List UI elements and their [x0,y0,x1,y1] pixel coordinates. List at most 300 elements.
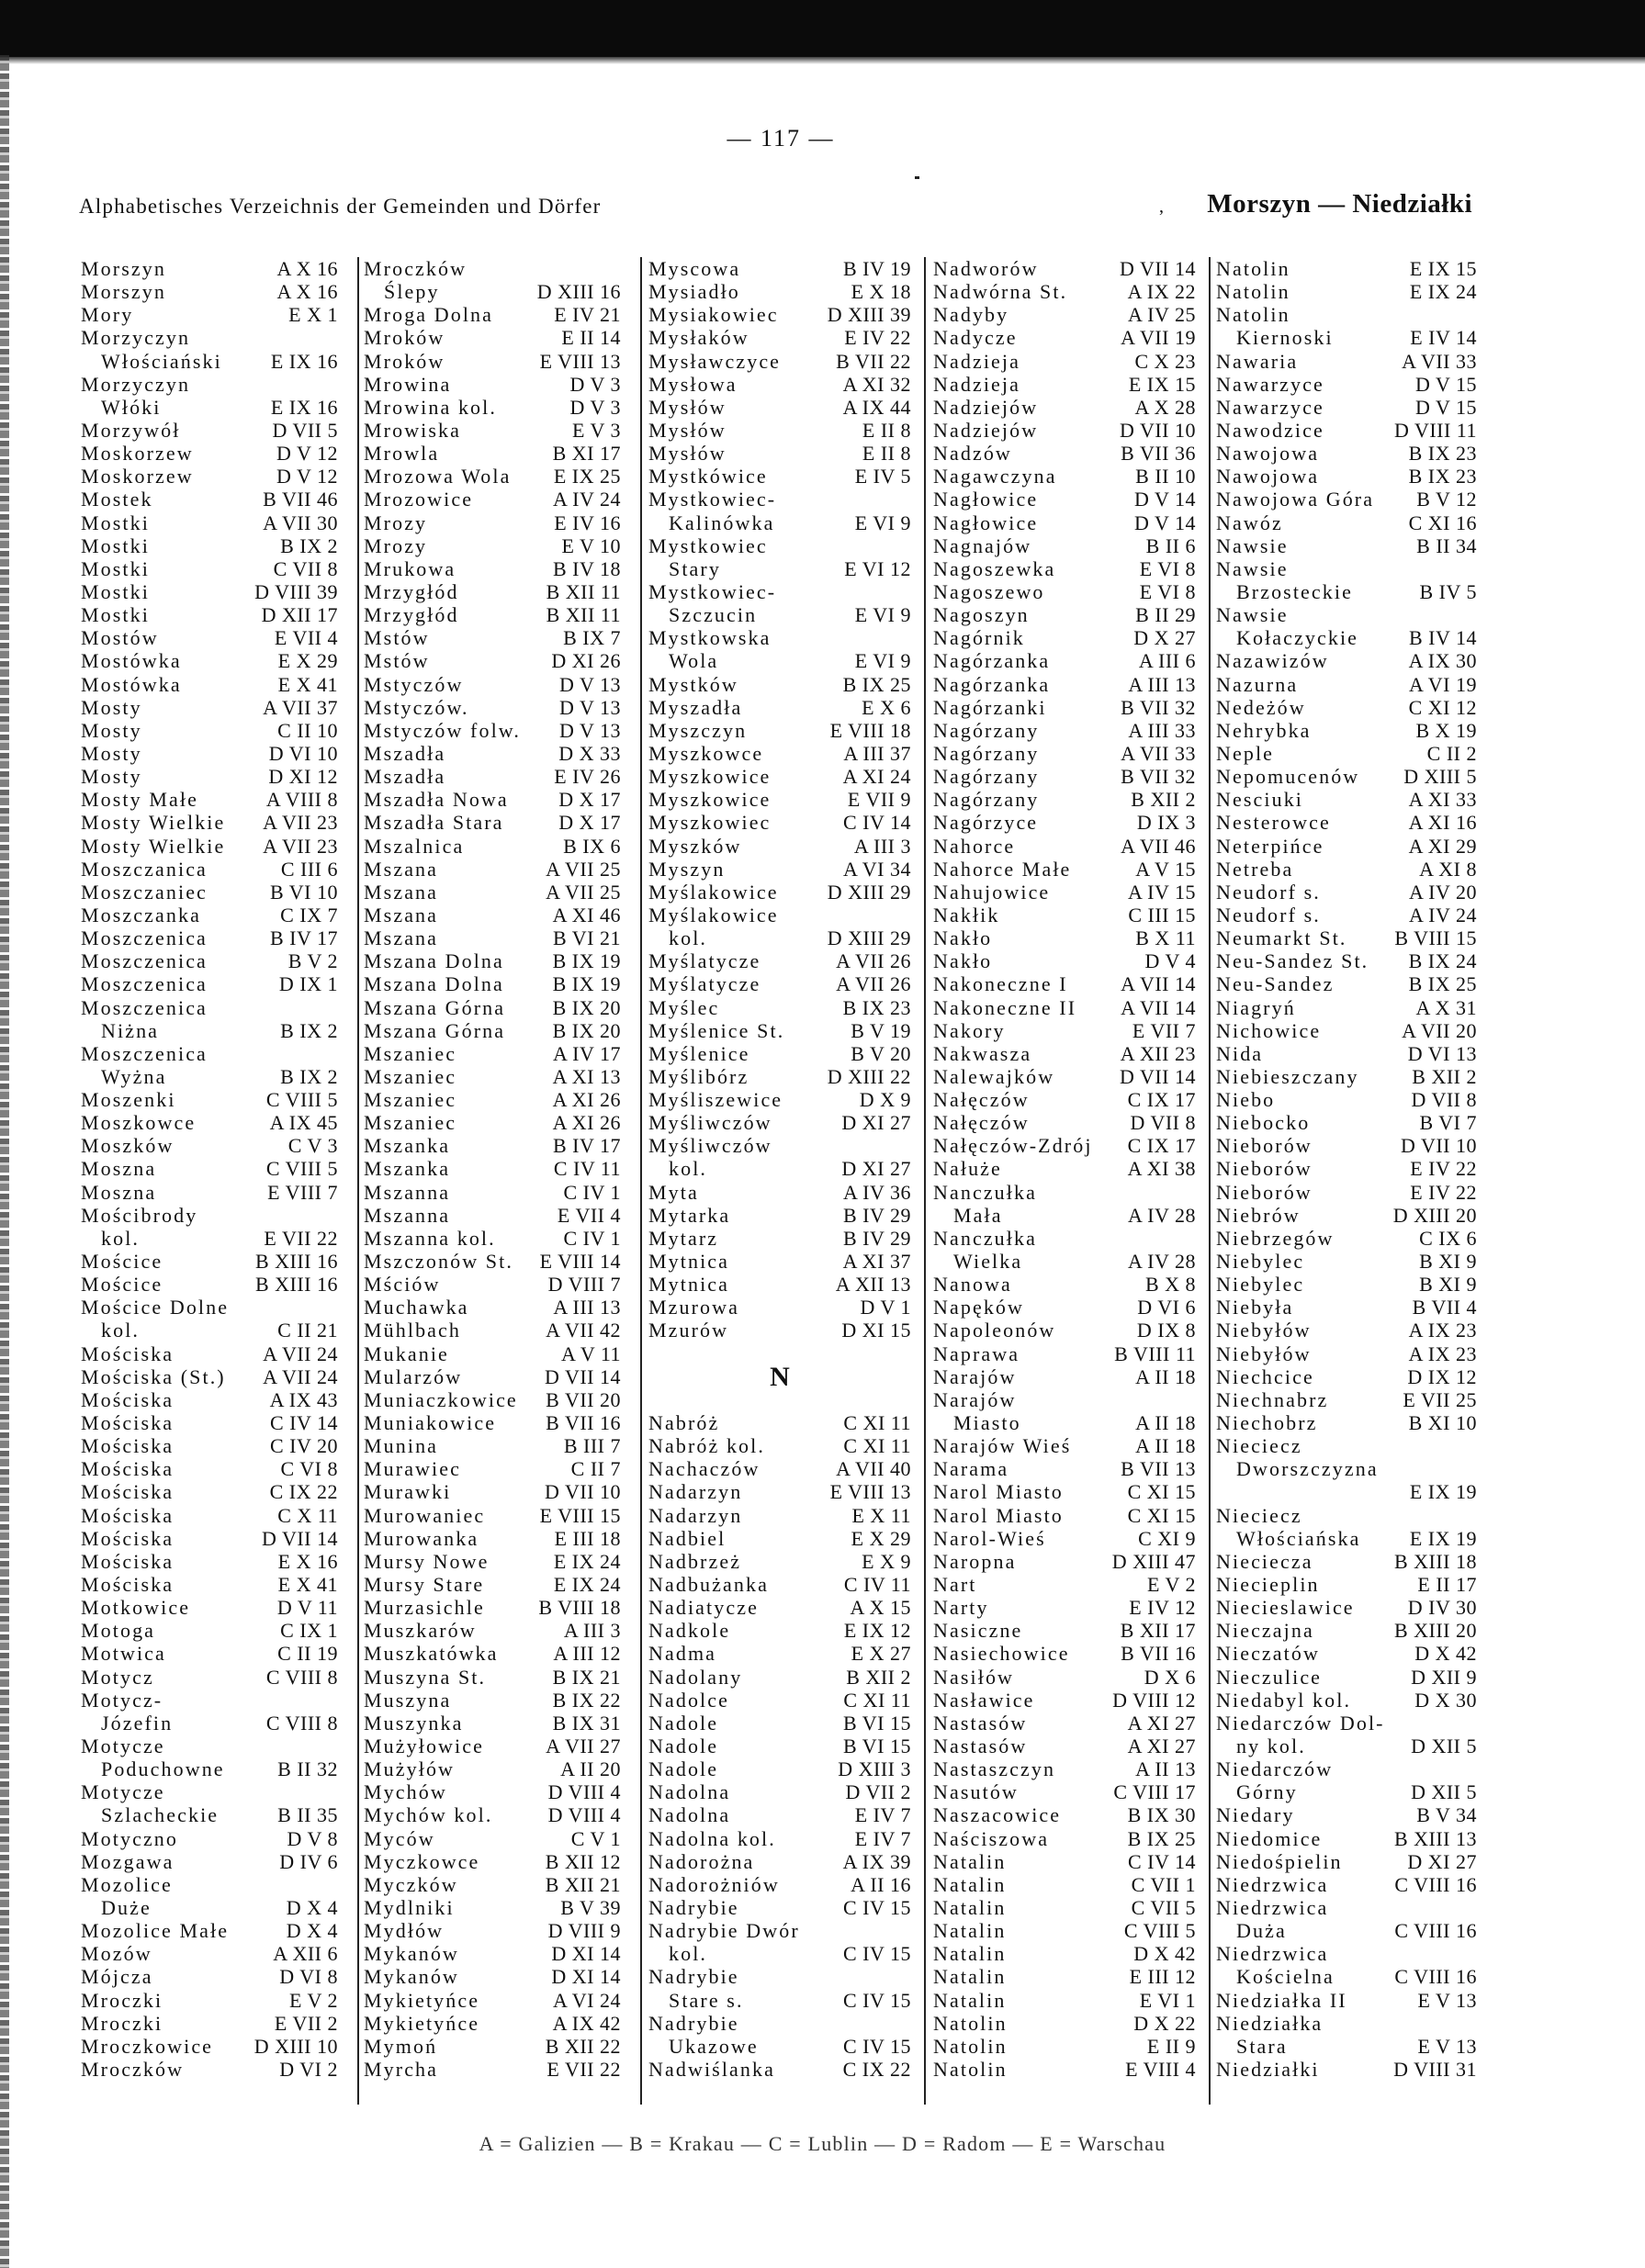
place-name: Mymoń [364,2034,438,2058]
place-name: Mszczonów St. [364,1250,513,1274]
place-name: Myszkowice [648,765,772,789]
index-entry [933,603,1196,626]
map-reference-code: D XII 17 [261,603,338,627]
map-reference-code: A III 3 [853,834,911,858]
place-name: Mużyłowice [364,1735,484,1757]
place-name: Mościska [81,1480,175,1504]
index-entry [1216,1111,1477,1134]
index-entry [81,1319,338,1342]
place-name: Mozgawa [81,1849,175,1873]
index-entry [1216,835,1477,858]
index-entry [1216,1273,1477,1296]
place-name: Myślibórz [648,1064,749,1088]
index-entry [364,1204,621,1227]
place-name: Mszana Dolna [364,972,504,996]
place-name: Mszana [364,857,439,881]
map-reference-code: A X 15 [850,1596,911,1620]
map-reference-code: D XI 14 [551,1965,621,1989]
index-entry [1216,2058,1477,2081]
place-name: Niedrzwica [1216,1872,1329,1896]
index-entry [648,1042,911,1065]
map-reference-code: B VII 4 [1412,1296,1477,1319]
index-entry [364,1850,621,1873]
index-entry [364,742,621,765]
map-reference-code: D VII 5 [272,418,338,442]
map-reference-code: D X 42 [1414,1642,1477,1666]
column-divider [640,257,642,2105]
place-name: Nasutów [933,1780,1019,1804]
place-name: Mościska [81,1411,175,1435]
place-name: Nagórzany [933,741,1040,765]
place-name: Myszczyn [648,718,748,742]
place-name: Mysiadło [648,280,740,304]
index-entry [1216,649,1477,672]
map-reference-code: E VIII 15 [539,1503,621,1527]
index-entry [1216,765,1477,788]
map-reference-code: B IX 7 [563,626,621,650]
index-entry [364,1319,621,1342]
map-reference-code: E VI 9 [854,603,911,627]
map-reference-code: D V 13 [559,672,621,696]
place-name: Morzywół [81,418,181,442]
map-reference-code: B IX 20 [552,1018,621,1042]
place-name: Mosty [81,765,142,789]
map-reference-code: A VII 27 [546,1735,621,1757]
map-reference-code: C II 21 [277,1319,338,1342]
index-entry [364,534,621,557]
index-entry [933,511,1196,534]
index-entry [933,881,1196,904]
map-reference-code: E VI 1 [1139,1988,1196,2012]
map-reference-code: A IV 28 [1128,1250,1196,1274]
place-name: Muszkarów [364,1619,477,1643]
index-entry [81,1757,338,1780]
map-reference-code: E IV 12 [1129,1596,1196,1620]
place-name: Mszanka [364,1134,451,1158]
map-reference-code: A X 16 [276,257,338,280]
map-reference-code: B VIII 15 [1394,926,1477,950]
index-entry [933,1042,1196,1065]
map-reference-code: B IX 19 [552,972,621,996]
place-name: Muszyna [364,1688,452,1712]
place-name: Nadole [648,1735,719,1757]
place-name: Neudorf s. [1216,880,1321,904]
index-entry [933,1919,1196,1942]
place-name: Moszczenica [81,1041,208,1065]
place-name: Mszadła Nowa [364,788,509,812]
map-reference-code: A III 12 [553,1642,621,1666]
section-letter-heading [648,1361,911,1392]
map-reference-code: A VII 14 [1121,972,1196,996]
place-name: Mosty Małe [81,788,198,812]
index-entry [933,373,1196,396]
place-name: Nastaszczyn [933,1757,1056,1781]
place-name: Nadarzyn [648,1480,743,1504]
place-name: Muchawka [364,1296,469,1319]
place-name: Moszczanka [81,903,201,926]
place-name: Mroczki [81,1988,163,2012]
index-entry [648,1896,911,1919]
map-reference-code: D V 4 [1144,949,1196,973]
index-entry [648,442,911,465]
map-reference-code: A VII 37 [263,695,338,719]
index-entry [81,765,338,788]
index-entry [933,1989,1196,2012]
map-reference-code: B V 20 [851,1041,911,1065]
place-name: Mostki [81,579,150,603]
place-name: Nesterowce [1216,811,1331,835]
map-reference-code: D X 4 [286,1919,338,1943]
map-reference-code: E II 17 [1417,1573,1477,1597]
index-entry [648,1434,911,1457]
index-entry [364,1689,621,1712]
place-name: Nahorce Małe [933,857,1072,881]
index-entry [933,835,1196,858]
place-name: Nadbrzeż [648,1549,742,1573]
map-reference-code: A XI 37 [842,1250,911,1274]
place-name: Nieciecz [1216,1434,1302,1458]
index-entry [364,1712,621,1735]
place-name: Nabróż [648,1411,720,1435]
place-name: Narajów Wieś [933,1434,1072,1458]
place-name: Neumarkt St. [1216,926,1347,950]
map-reference-code: A II 18 [1135,1434,1196,1458]
index-entry [364,1619,621,1642]
place-name: Mroga Dolna [364,303,494,327]
index-entry [648,603,911,626]
index-entry [364,1065,621,1088]
place-name: Włościańska [1236,1526,1361,1550]
index-entry [364,1896,621,1919]
map-reference-code: B IV 17 [553,1134,621,1158]
index-entry [933,1757,1196,1780]
place-name: Nieczulice [1216,1665,1323,1689]
place-name: ny kol. [1236,1735,1306,1757]
index-entry [81,1712,338,1735]
map-reference-code: B XII 22 [545,2034,621,2058]
map-reference-code: B VII 36 [1121,442,1196,466]
map-reference-code: D XII 9 [1411,1665,1477,1689]
place-name: Niebyłów [1216,1342,1312,1365]
place-name: Mostek [81,488,153,511]
map-reference-code: C VIII 16 [1394,1965,1477,1989]
map-reference-code: D V 15 [1415,372,1477,396]
place-name: Nanczułka [933,1226,1037,1250]
index-entry [933,2035,1196,2058]
place-name: Mrowina kol. [364,395,497,419]
place-name: Nawojowa [1216,465,1320,488]
map-reference-code: A II 18 [1135,1411,1196,1435]
map-reference-code: E V 13 [1417,2034,1477,2058]
index-entry [1216,373,1477,396]
index-entry [648,1550,911,1573]
map-reference-code: D XI 15 [841,1319,911,1342]
index-entry [1216,1596,1477,1619]
index-entry [81,1181,338,1204]
index-entry [648,326,911,349]
map-reference-code: B VII 32 [1121,765,1196,789]
map-reference-code: A IV 28 [1128,1203,1196,1227]
map-reference-code: B XII 2 [1412,1064,1477,1088]
map-reference-code: C VIII 16 [1394,1872,1477,1896]
index-entry [81,1365,338,1388]
place-name: Mszana [364,926,439,950]
place-name: Nanczułka [933,1180,1037,1204]
index-entry [364,788,621,811]
index-entry [364,835,621,858]
map-reference-code: E IV 22 [1410,1157,1477,1181]
index-entry [81,1457,338,1480]
index-entry [648,1181,911,1204]
region-legend: A = Galizien — B = Krakau — C = Lublin — D = Radom — E = Warschau [479,2132,1166,2155]
place-name: Nesciuki [1216,788,1304,812]
map-reference-code: E VII 4 [274,626,338,650]
index-entry [81,1573,338,1596]
map-reference-code: E X 16 [277,1549,338,1573]
index-entry [364,303,621,326]
index-entry [364,488,621,511]
map-reference-code: D V 13 [559,718,621,742]
print-speck [915,176,919,179]
map-reference-code: E II 14 [561,326,621,350]
map-reference-code: B VII 46 [263,488,338,511]
index-entry [364,1596,621,1619]
index-entry [1216,1134,1477,1157]
place-name: Myszyn [648,857,726,881]
index-entry [81,673,338,696]
map-reference-code: D VII 10 [544,1480,621,1504]
index-entry [81,1780,338,1803]
index-entry [1216,1803,1477,1826]
map-reference-code: D VII 8 [1130,1111,1196,1135]
place-name: Nadbiel [648,1526,727,1550]
place-name: Moszna [81,1157,157,1181]
index-entry [933,1873,1196,1896]
place-name: N [770,1361,790,1392]
place-name: Nahujowice [933,880,1051,904]
index-entry [364,996,621,1019]
place-name: Mytnica [648,1250,730,1274]
map-reference-code: D XII 5 [1411,1735,1477,1757]
place-name: Narol Miasto [933,1480,1064,1504]
map-reference-code: E IV 16 [554,511,621,534]
map-reference-code: B XII 11 [546,603,621,627]
place-name: Myców [364,1826,435,1850]
index-entry [933,488,1196,511]
map-reference-code: C VIII 16 [1394,1919,1477,1943]
map-reference-code: E IV 22 [1410,1180,1477,1204]
map-reference-code: A IX 23 [1408,1319,1477,1342]
place-name: Mostki [81,533,150,557]
index-entry [364,765,621,788]
place-name: Szlacheckie [101,1803,220,1827]
index-column-4 [933,257,1196,2081]
place-name: Muszynka [364,1711,464,1735]
index-entry [933,765,1196,788]
map-reference-code: B II 35 [277,1803,338,1827]
index-entry [364,1019,621,1042]
index-entry [81,1827,338,1850]
index-entry [81,858,338,881]
index-entry [648,2012,911,2035]
index-entry [81,1134,338,1157]
place-name: kol. [101,1319,141,1342]
index-entry [1216,1181,1477,1204]
place-name: Kościelna [1236,1965,1335,1989]
index-entry [1216,1642,1477,1665]
map-reference-code: A III 3 [563,1619,621,1643]
place-name: Nagnajów [933,533,1032,557]
index-entry [1216,1411,1477,1434]
index-entry [81,1642,338,1665]
index-entry [933,1642,1196,1665]
map-reference-code: C X 11 [277,1503,338,1527]
index-entry [364,858,621,881]
map-reference-code: A IX 42 [552,2011,621,2035]
column-divider [357,257,359,2105]
place-name: Nazawizów [1216,649,1329,673]
index-entry [364,1088,621,1111]
index-entry [1216,719,1477,742]
index-entry [1216,1204,1477,1227]
place-name: Mory [81,303,134,327]
index-entry [933,1134,1196,1157]
place-name: Mroczki [81,2011,163,2035]
map-reference-code: C IX 1 [280,1619,338,1643]
index-entry [364,1642,621,1665]
place-name: Nadzów [933,442,1012,466]
index-entry [648,1989,911,2012]
place-name: Myczkowce [364,1849,480,1873]
place-name: Nedeżów [1216,695,1306,719]
map-reference-code: C IX 22 [269,1480,338,1504]
place-name: Neple [1216,741,1275,765]
place-name: Nadolna [648,1780,731,1804]
index-entry [81,881,338,904]
place-name: Mszanna [364,1180,451,1204]
map-reference-code: C II 10 [277,718,338,742]
index-entry [933,1827,1196,1850]
place-name: Górny [1236,1780,1298,1804]
index-entry [933,580,1196,603]
place-name: Myśliwczów [648,1111,772,1135]
map-reference-code: E IV 21 [554,303,621,327]
index-entry [81,926,338,949]
map-reference-code: A II 13 [1135,1757,1196,1781]
index-entry [81,1227,338,1250]
place-name: Niżna [101,1018,160,1042]
place-name: Natolin [933,2057,1008,2081]
place-name: Mójcza [81,1965,153,1989]
index-entry [364,1919,621,1942]
place-name: Moszczenica [81,926,208,950]
place-name: Mysłaków [648,326,749,350]
place-name: Mościska (St.) [81,1364,226,1388]
map-reference-code: E IV 7 [854,1803,911,1827]
index-entry [933,1411,1196,1434]
index-column-2 [364,257,621,2081]
place-name: Nieciecz [1216,1503,1302,1527]
map-reference-code: C XI 16 [1408,511,1477,534]
map-reference-code: E VII 22 [546,2057,621,2081]
place-name: Naropna [933,1549,1017,1573]
index-entry [1216,326,1477,349]
place-name: Narol-Wieś [933,1526,1046,1550]
place-name: Mzurów [648,1319,729,1342]
map-reference-code: C IV 14 [270,1411,338,1435]
map-reference-code: A V 15 [1135,857,1196,881]
index-entry [1216,1227,1477,1250]
map-reference-code: B XI 9 [1419,1273,1477,1297]
index-entry [648,1411,911,1434]
map-reference-code: D X 4 [286,1895,338,1919]
place-name: Mszaniec [364,1088,457,1112]
index-entry [364,2012,621,2035]
index-entry [81,1273,338,1296]
place-name: Nawóz [1216,511,1283,534]
place-name: Moskorzew [81,442,194,466]
place-name: Nakwasza [933,1041,1032,1065]
index-entry [1216,811,1477,834]
map-reference-code: B XIII 16 [254,1250,338,1274]
index-entry [1216,949,1477,972]
map-reference-code: B III 7 [563,1434,621,1458]
map-reference-code: D VIII 7 [547,1273,621,1297]
place-name: Nakoneczne II [933,995,1077,1019]
index-entry [648,1965,911,1988]
place-name: Nadorożniów [648,1872,780,1896]
map-reference-code: B II 34 [1416,533,1477,557]
place-name: Muszyna St. [364,1665,487,1689]
place-name: kol. [669,1157,708,1181]
map-reference-code: D V 3 [569,372,621,396]
place-name: Neu-Sandez St. [1216,949,1369,973]
map-reference-code: E IX 24 [553,1549,621,1573]
index-entry [933,1111,1196,1134]
index-entry [364,1757,621,1780]
map-reference-code: D VIII 31 [1393,2057,1477,2081]
place-name: Myszkowce [648,741,764,765]
index-entry [364,511,621,534]
map-reference-code: E IX 25 [553,465,621,488]
place-name: Mykanów [364,1965,459,1989]
index-entry [81,1042,338,1065]
place-name: Mostki [81,556,150,580]
place-name: Stare s. [669,1988,744,2012]
place-name: Myszków [648,834,742,858]
map-reference-code: B IV 5 [1419,579,1477,603]
map-reference-code: D V 3 [569,395,621,419]
place-name: Moszczenica [81,995,208,1019]
index-entry [364,1457,621,1480]
place-name: Mystków [648,672,738,696]
place-name: Niedary [1216,1803,1295,1827]
map-reference-code: A IX 23 [1408,1342,1477,1365]
map-reference-code: A VI 19 [1409,672,1477,696]
place-name: Mydlniki [364,1895,455,1919]
place-name: Niedabyl kol. [1216,1688,1352,1712]
index-entry [364,1965,621,1988]
map-reference-code: B VII 32 [1121,695,1196,719]
place-name: Mystkowska [648,626,772,650]
index-entry [81,1342,338,1365]
index-entry [1216,1757,1477,1780]
index-entry [364,811,621,834]
place-name: Natolin [933,2034,1008,2058]
index-entry [81,835,338,858]
place-name: Mrukowa [364,556,456,580]
map-reference-code: A IV 24 [1409,903,1477,926]
